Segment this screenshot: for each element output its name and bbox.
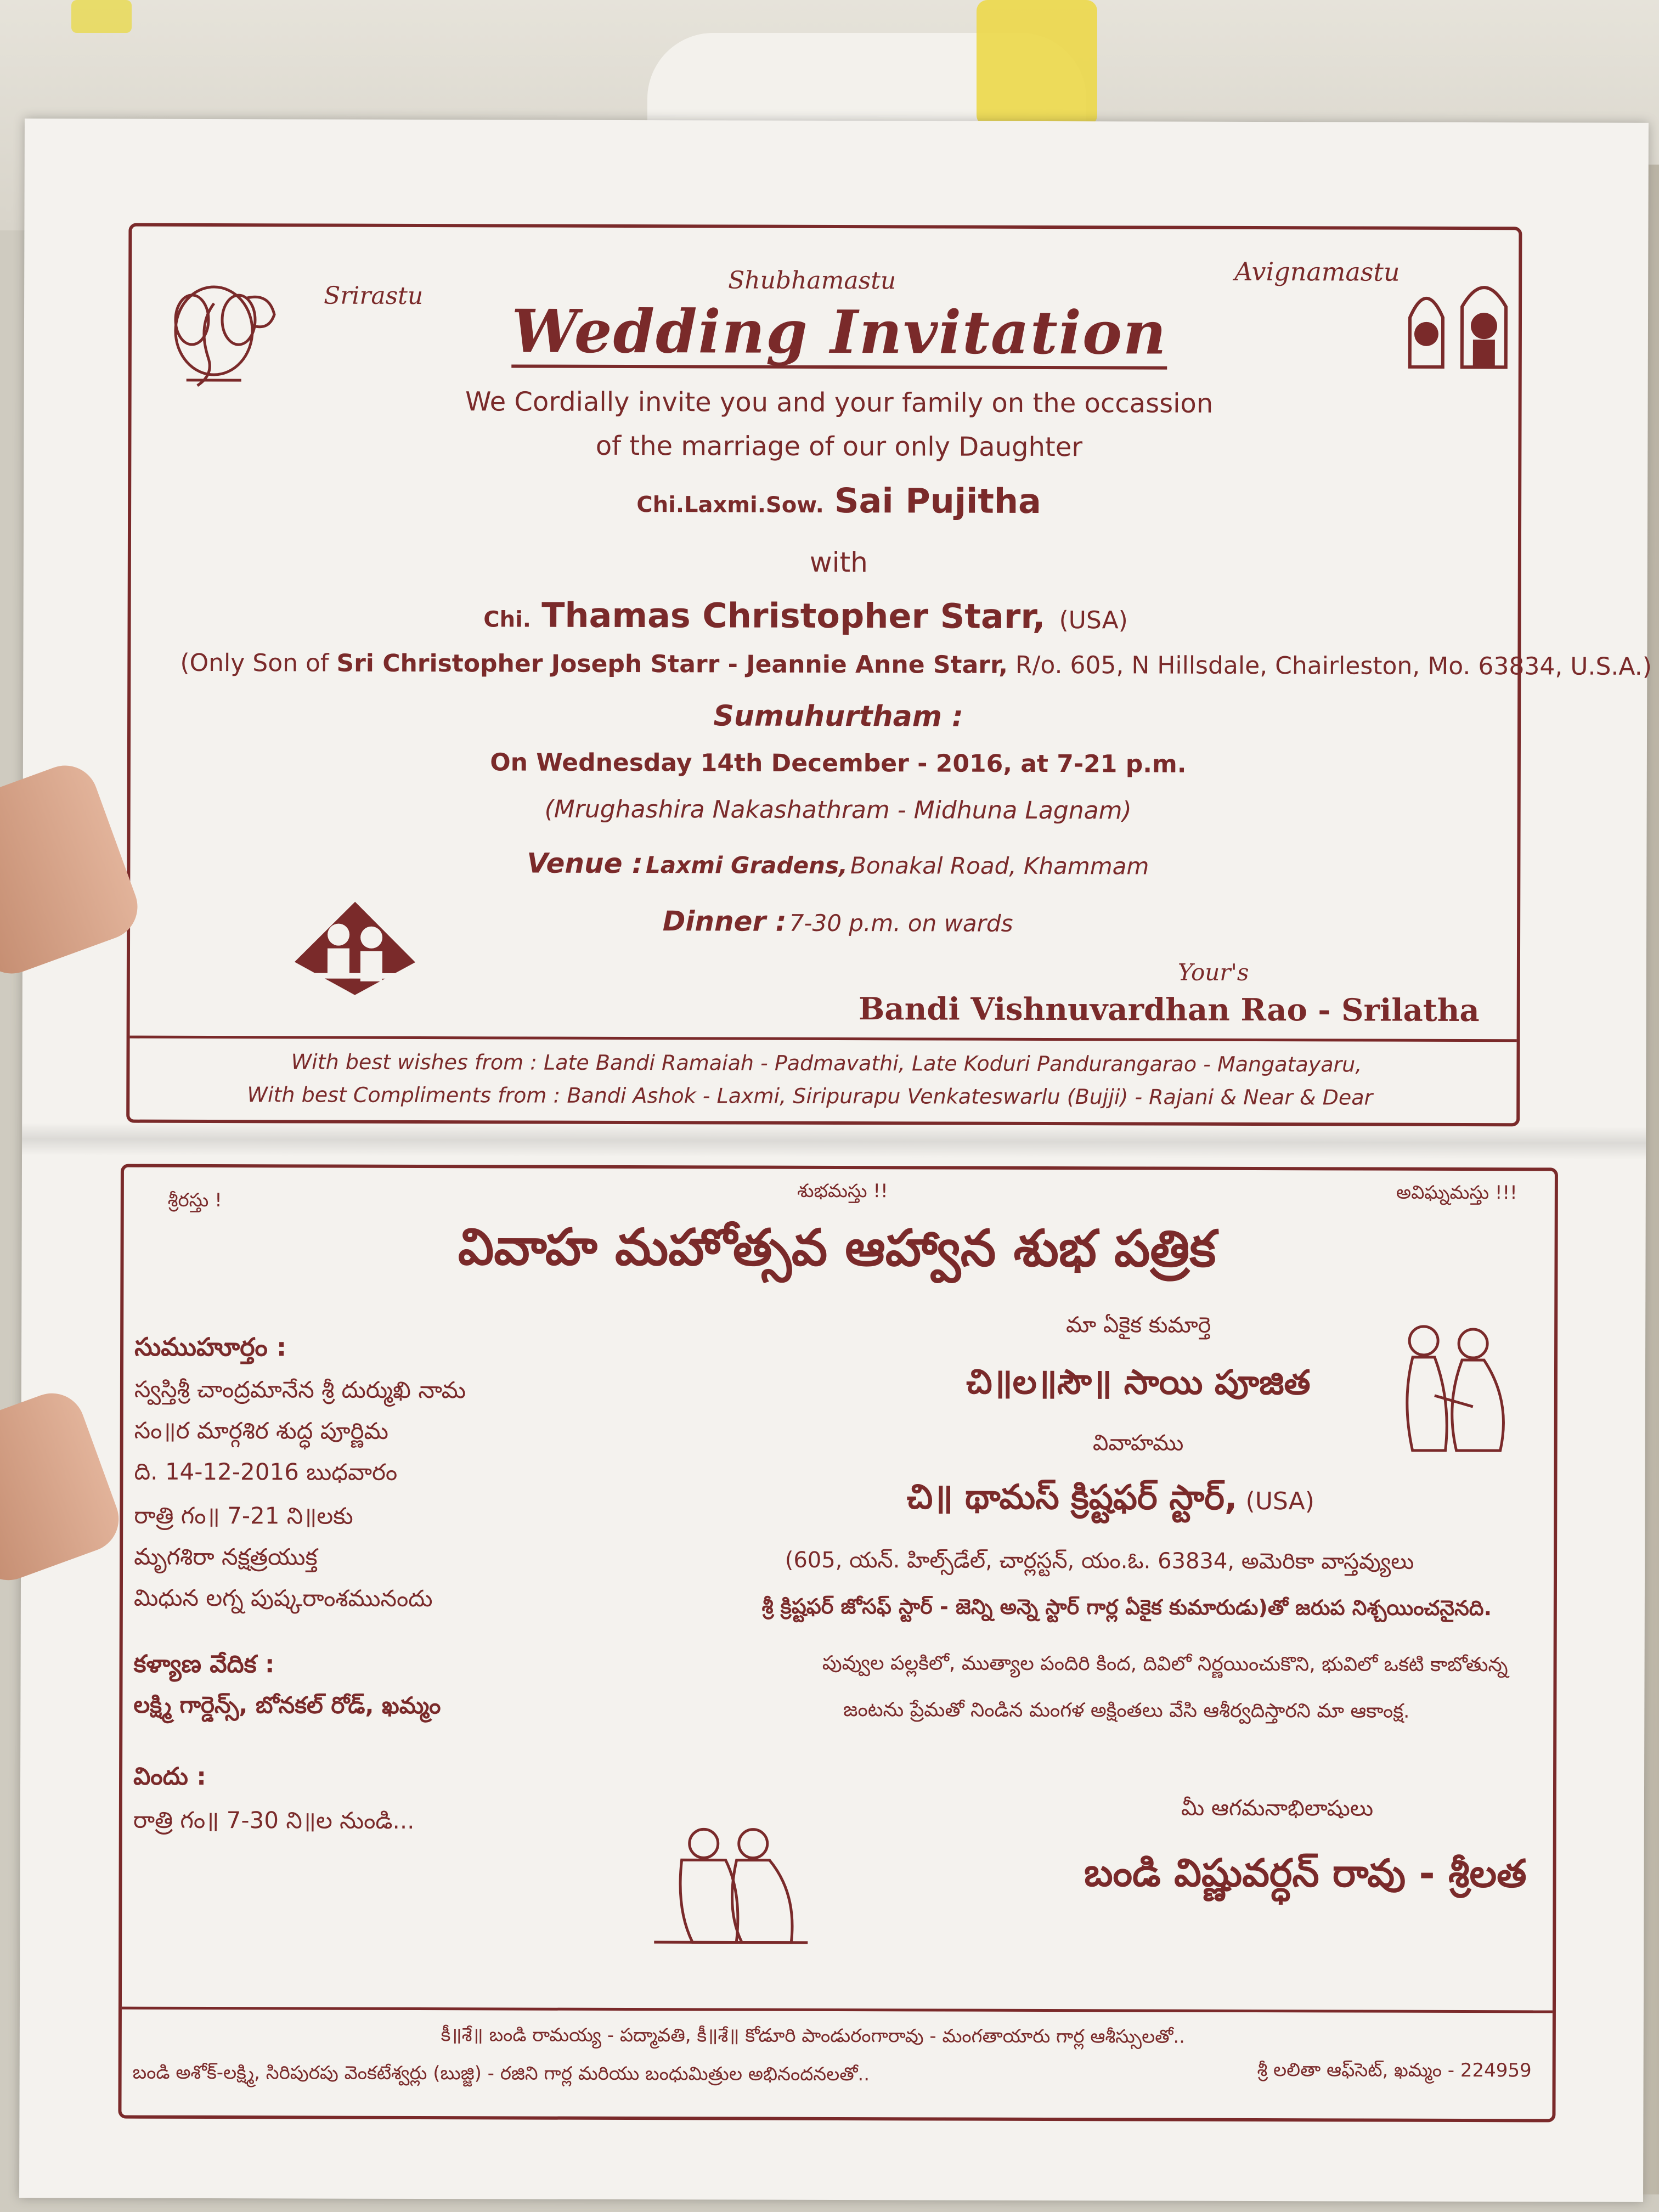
- nakshatra-line: (Mrughashira Nakashathram - Midhuna Lagnam): [544, 795, 1132, 825]
- groom-country: (USA): [1059, 606, 1128, 635]
- venue-place: Bonakal Road, Khammam: [850, 852, 1149, 880]
- telugu-muhurtham-line-5: మృగశిరా నక్షత్రయుక్త: [134, 1543, 318, 1571]
- telugu-venue-label: కళ్యాణ వేదిక :: [133, 1650, 275, 1679]
- dinner-label: Dinner :: [662, 905, 787, 938]
- telugu-groom-country: (USA): [1245, 1487, 1315, 1516]
- venue-name: Laxmi Gradens,: [645, 851, 848, 879]
- venkateswara-icon: [1399, 274, 1514, 373]
- telugu-hosts: బండి విష్ణువర్ధన్ రావు - శ్రీలత: [1084, 1850, 1527, 1897]
- ceremony-icon: [643, 1821, 819, 1948]
- telugu-bride: చి॥ల॥సౌ॥ సాయి పూజిత: [966, 1361, 1311, 1403]
- telugu-groom: చి॥ థామస్ క్రిష్టఫర్ స్టార్,: [906, 1476, 1238, 1517]
- top-footer-divider: [130, 1036, 1517, 1042]
- avignamastu-text: Avignamastu: [1234, 256, 1400, 287]
- compliments-line: With best Compliments from : Bandi Ashok - Laxmi, Siripurapu Venkateswarlu (Bujji) - Rajani & Near & Dear: [247, 1082, 1373, 1110]
- telugu-agamana: మీ ఆగమనాభిలాషులు: [1181, 1795, 1374, 1821]
- telugu-blessing-line-2: జంటను ప్రేమతో నిండిన మంగళ అక్షింతలు వేసి ఆశీర్వదిస్తారని మా ఆకాంక్ష.: [843, 1699, 1410, 1723]
- son-of-address: R/o. 605, N Hillsdale, Chairleston, Mo. 63834, U.S.A.): [1015, 651, 1652, 681]
- telugu-muhurtham-line-1: స్వస్తిశ్రీ చాంద్రమానేన శ్రీ దుర్ముఖి నామ: [134, 1375, 466, 1404]
- telugu-vivahamu: వివాహము: [1092, 1430, 1184, 1456]
- yellow-sticker: [977, 0, 1097, 126]
- son-of-line: [180, 649, 1652, 681]
- bride-name: Sai Pujitha: [834, 480, 1042, 521]
- telugu-venue-value: లక్ష్మి గార్డెన్స్, బోనకల్ రోడ్, ఖమ్మం: [133, 1691, 441, 1719]
- hosts-name: Bandi Vishnuvardhan Rao - Srilatha: [858, 991, 1480, 1029]
- bottom-footer-divider: [122, 2007, 1553, 2013]
- groom-prefix: Chi.: [483, 607, 532, 633]
- wishes-line: With best wishes from : Late Bandi Ramaiah - Padmavathi, Late Koduri Pandurangarao - Mangatayaru,: [291, 1049, 1362, 1077]
- telugu-son-line: శ్రీ క్రిష్టఫర్ జోసఫ్ స్టార్ - జెన్ని అన్నె స్టార్ గార్ల ఏకైక కుమారుడు)తో జరుప నిశ్చయించనైనది.: [761, 1594, 1492, 1621]
- dinner-time: 7-30 p.m. on wards: [789, 909, 1013, 937]
- telugu-address-line: (605, యన్. హిల్స్‌డేల్, చార్లస్టన్, యం.ఓ. 63834, అమెరికా వాస్తవ్యులు: [785, 1547, 1414, 1575]
- dinner-line: [663, 905, 1013, 938]
- with-text: with: [809, 546, 868, 579]
- telugu-footer-line-2: బండి అశోక్-లక్ష్మి, సిరిపురపు వెంకటేశ్వర్లు (బుజ్జి) - రజిని గార్ల మరియు బంధుమిత్రుల అభినందనలతో..: [132, 2061, 870, 2086]
- yours-text: Your's: [1177, 958, 1249, 986]
- telugu-only-daughter: మా ఏకైక కుమార్తె: [1065, 1312, 1211, 1338]
- telugu-panel: [118, 1164, 1558, 2123]
- dining-couple-icon: [289, 896, 426, 1001]
- venue-line: [527, 848, 1149, 881]
- english-panel: [126, 223, 1652, 1127]
- invite-line-2: of the marriage of our only Daughter: [595, 430, 1083, 463]
- srirastu-text: Srirastu: [324, 281, 424, 311]
- yellow-sticker-small: [71, 0, 132, 33]
- telugu-footer-line-1: కీ॥శే॥ బండి రామయ్య - పద్మావతి, కీ॥శే॥ కోడూరి పాండురంగారావు - మంగతాయారు గార్ల ఆశీస్సులతో..: [441, 2024, 1186, 2048]
- bride-prefix: Chi.Laxmi.Sow.: [636, 492, 824, 518]
- wedding-invitation-title: Wedding Invitation: [511, 298, 1167, 369]
- telugu-muhurtham-line-2: సం॥ర మార్గశిర శుద్ధ పూర్ణిమ: [134, 1417, 389, 1444]
- telugu-dinner-value: రాత్రి గం॥ 7-30 ని॥ల నుండి...: [133, 1806, 415, 1835]
- invite-line-1: We Cordially invite you and your family on the occassion: [465, 386, 1214, 419]
- telugu-shubhamastu: శుభమస్తు !!: [797, 1180, 888, 1203]
- telugu-dinner-label: విందు :: [133, 1762, 206, 1791]
- telugu-srirastu: శ్రీరస్తు !: [167, 1189, 222, 1212]
- telugu-muhurtham-line-6: మిధున లగ్న పుష్కరాంశమునందు: [133, 1584, 433, 1612]
- telugu-avignamastu: అవిఘ్నమస్తు !!!: [1396, 1181, 1517, 1204]
- sumuhurtham-label: Sumuhurtham :: [713, 699, 963, 733]
- card-fold: [22, 1122, 1646, 1160]
- son-of-parents: Sri Christopher Joseph Starr - Jeannie Anne Starr,: [336, 649, 1008, 679]
- telugu-muhurtham-label: సుముహూర్తం :: [134, 1331, 287, 1362]
- bride-line: [636, 480, 1041, 521]
- telugu-blessing-line-1: పువ్వుల పల్లకిలో, ముత్యాల పందిరి కింద, దివిలో నిర్ణయించుకొని, భువిలో ఒకటి కాబోతున్న: [822, 1651, 1508, 1677]
- groom-line: [483, 595, 1128, 636]
- telugu-groom-line: [907, 1476, 1314, 1526]
- venue-label: Venue :: [527, 847, 644, 880]
- telugu-title: వివాహ మహోత్సవ ఆహ్వాన శుభ పత్రిక: [458, 1217, 1216, 1278]
- invitation-card: [19, 119, 1652, 2202]
- shubhamastu-text: Shubhamastu: [728, 266, 896, 295]
- wedding-couple-icon: [1380, 1313, 1523, 1457]
- telugu-muhurtham-line-3: ది. 14-12-2016 బుధవారం: [134, 1458, 398, 1486]
- telugu-muhurtham-line-4: రాత్రి గం॥ 7-21 ని॥లకు: [134, 1502, 353, 1530]
- groom-name: Thamas Christopher Starr,: [541, 595, 1046, 637]
- telugu-printer: శ్రీ లలితా ఆఫ్‌సెట్, ఖమ్మం - 224959: [1257, 2059, 1532, 2082]
- ganesha-icon: [154, 270, 291, 397]
- son-of-prefix: (Only Son of: [180, 648, 329, 678]
- date-line: On Wednesday 14th December - 2016, at 7-21 p.m.: [490, 748, 1187, 778]
